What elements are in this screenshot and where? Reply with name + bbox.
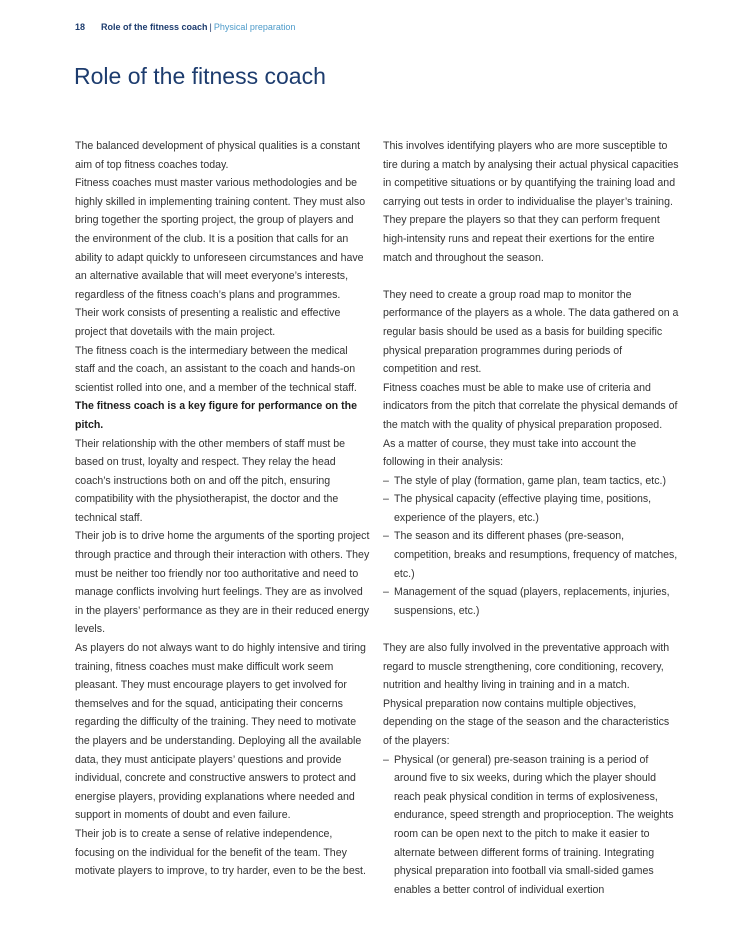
key-statement: The fitness coach is a key figure for performance on the pitch. bbox=[75, 400, 357, 431]
right-column bbox=[383, 137, 679, 899]
running-header bbox=[75, 21, 295, 33]
page-number: 18 bbox=[75, 22, 86, 32]
dash-marker: – bbox=[383, 530, 389, 543]
header-subsection: Physical preparation bbox=[213, 22, 296, 32]
paragraph: Their job is to drive home the arguments of the sporting project through practice and through their interaction with others. They must be neither too friendly nor too authoritative and need to manage conflicts involving hurt feelings. They are as involved in the players’ performance as they are in their reduced energy levels. bbox=[75, 530, 370, 636]
paragraph: Their relationship with the other members of staff must be based on trust, loyalty and respect. They relay the head coach’s instructions both on and off the pitch, ensuring compatibility with the physiotherapist, the doctor and the technical staff. bbox=[75, 437, 346, 524]
list-item: – Physical (or general) pre-season training is a period of around five to six weeks, during which the player should reach peak physical condition in terms of explosiveness, endurance, speed strength and proprioception. The weights room can be open next to the pitch to make it easier to alternate between different forms of training. Integrating physical preparation into football via small-sided games enables a better control of individual exertion bbox=[383, 751, 679, 900]
list-item: – The season and its different phases (pre-season, competition, breaks and resumptions, frequency of matches, etc.) bbox=[383, 527, 679, 583]
paragraph: Fitness coaches must be able to make use of criteria and indicators from the pitch that correlate the physical demands of the match with the quality of physical preparation proposed. bbox=[383, 381, 678, 431]
paragraph: The fitness coach is the intermediary between the medical staff and the coach, an assistant to the coach and hands-on scientist rolled into one, and a member of the technical staff. bbox=[75, 344, 357, 394]
list-item: – The physical capacity (effective playing time, positions, experience of the players, etc.) bbox=[383, 490, 679, 527]
dash-marker: – bbox=[383, 474, 389, 487]
paragraph: Their job is to create a sense of relative independence, focusing on the individual for the benefit of the team. They motivate players to improve, to try harder, even to be the best. bbox=[75, 827, 366, 878]
list-item: – The style of play (formation, game plan, team tactics, etc.) bbox=[383, 472, 679, 491]
paragraph: They need to create a group road map to monitor the performance of the players as a whole. The data gathered on a regular basis should be used as a basis for building specific physical preparation programmes during periods of competition and rest. bbox=[383, 288, 679, 376]
dash-marker: – bbox=[383, 586, 389, 599]
left-column bbox=[75, 137, 370, 881]
paragraph: Their work consists of presenting a realistic and effective project that dovetails with the main project. bbox=[75, 307, 341, 338]
page-title: Role of the fitness coach bbox=[74, 63, 326, 89]
paragraph: They are also fully involved in the preventative approach with regard to muscle strengthening, core conditioning, recovery, nutrition and healthy living in training and in a match. bbox=[383, 642, 670, 692]
header-separator: | bbox=[209, 22, 212, 32]
paragraph: As players do not always want to do highly intensive and tiring training, fitness coaches must make difficult work seem pleasant. They must encourage players to get involved for themselves and for the squad, anticipating their concerns regarding the difficulty of the training. They need to motivate the players and be understanding. Deploying all the available data, they must anticipate players’ questions and provide individual, concrete and constructive answers to protect and energise players, providing explanations where needed and support in moments of doubt and even failure. bbox=[75, 642, 366, 822]
paragraph: As a matter of course, they must take into account the following in their analysis: bbox=[383, 437, 637, 469]
list-item: – Management of the squad (players, replacements, injuries, suspensions, etc.) bbox=[383, 583, 679, 620]
paragraph: Physical preparation now contains multiple objectives, depending on the stage of the season and the characteristics of the players: bbox=[383, 697, 670, 747]
paragraph: Fitness coaches must master various methodologies and be highly skilled in implementing training content. They must also bring together the sporting project, the group of players and the environment of the club. It is a position that calls for an ability to adapt quickly to unforeseen circumstances and have an alternative available that will meet everyone’s interests, regardless of the fitness coach’s plans and programmes. bbox=[75, 177, 366, 301]
paragraph: This involves identifying players who are more susceptible to tire during a match by analysing their actual physical capacities in competitive situations or by quantifying the training load and carrying out tests in order to individualise the player’s training. They prepare the players so that they can perform frequent high-intensity runs and repeat their exertions for the entire match and throughout the season. bbox=[383, 140, 679, 264]
header-section: Role of the fitness coach bbox=[101, 22, 208, 32]
dash-marker: – bbox=[383, 753, 389, 766]
dash-marker: – bbox=[383, 493, 389, 506]
paragraph: The balanced development of physical qualities is a constant aim of top fitness coaches today. bbox=[75, 140, 361, 171]
